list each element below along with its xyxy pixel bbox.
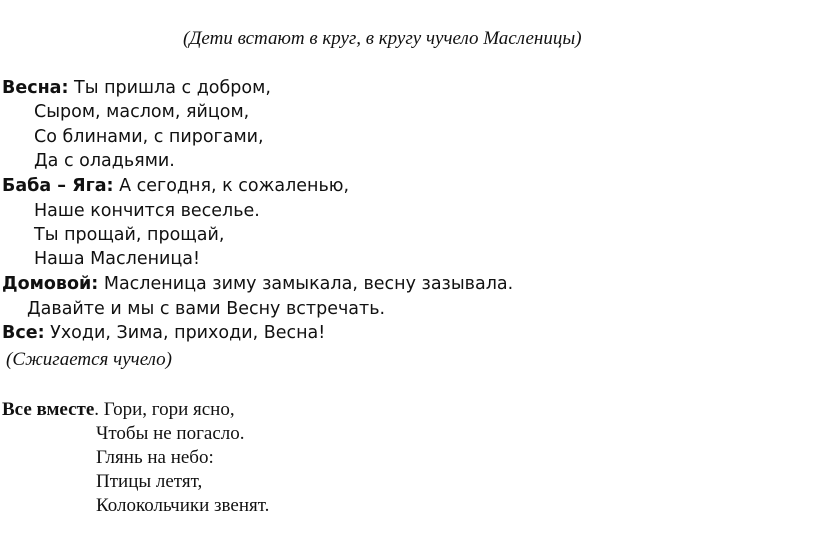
verse-text: А сегодня, к сожаленью,	[113, 176, 350, 196]
speaker-label: Все:	[2, 323, 45, 343]
verse-text: Масленица зиму замыкала, весну зазывала.	[98, 274, 514, 294]
verse-line	[34, 127, 264, 147]
verse-line	[2, 323, 325, 343]
verse-line	[34, 225, 224, 245]
stage-direction-start: (Дети встают в круг, в кругу чучело Масленицы)	[183, 28, 582, 49]
speaker-label: Домовой:	[2, 274, 99, 294]
verse-line	[34, 151, 175, 171]
chant-line: Чтобы не погасло.	[96, 423, 245, 444]
verse-text: Ты прощай, прощай,	[34, 225, 225, 245]
verse-text: Наша Масленица!	[34, 249, 201, 269]
verse-line	[34, 249, 200, 269]
stage-direction-end: (Сжигается чучело)	[6, 349, 172, 370]
chant-line: Колокольчики звенят.	[96, 495, 270, 516]
chant-text: . Гори, гори ясно,	[94, 399, 235, 420]
verse-text: Да с оладьями.	[34, 151, 175, 171]
verse-text: Давайте и мы с вами Весну встречать.	[27, 299, 386, 319]
verse-line	[34, 102, 249, 122]
chant-line: Глянь на небо:	[96, 447, 214, 468]
verse-text: Со блинами, с пирогами,	[34, 127, 264, 147]
verse-line	[2, 274, 513, 294]
speaker-label: Весна:	[2, 78, 69, 98]
chant-line: Птицы летят,	[96, 471, 203, 492]
verse-text: Сыром, маслом, яйцом,	[34, 102, 250, 122]
verse-line	[34, 201, 260, 221]
speaker-label: Баба – Яга:	[2, 176, 114, 196]
verse-line	[2, 78, 271, 98]
verse-text: Уходи, Зима, приходи, Весна!	[44, 323, 326, 343]
chant-line	[2, 400, 235, 420]
speaker-label: Все вместе	[2, 399, 95, 420]
verse-line	[2, 176, 349, 196]
verse-line	[27, 299, 385, 319]
verse-text: Ты пришла с добром,	[68, 78, 271, 98]
verse-text: Наше кончится веселье.	[34, 201, 260, 221]
